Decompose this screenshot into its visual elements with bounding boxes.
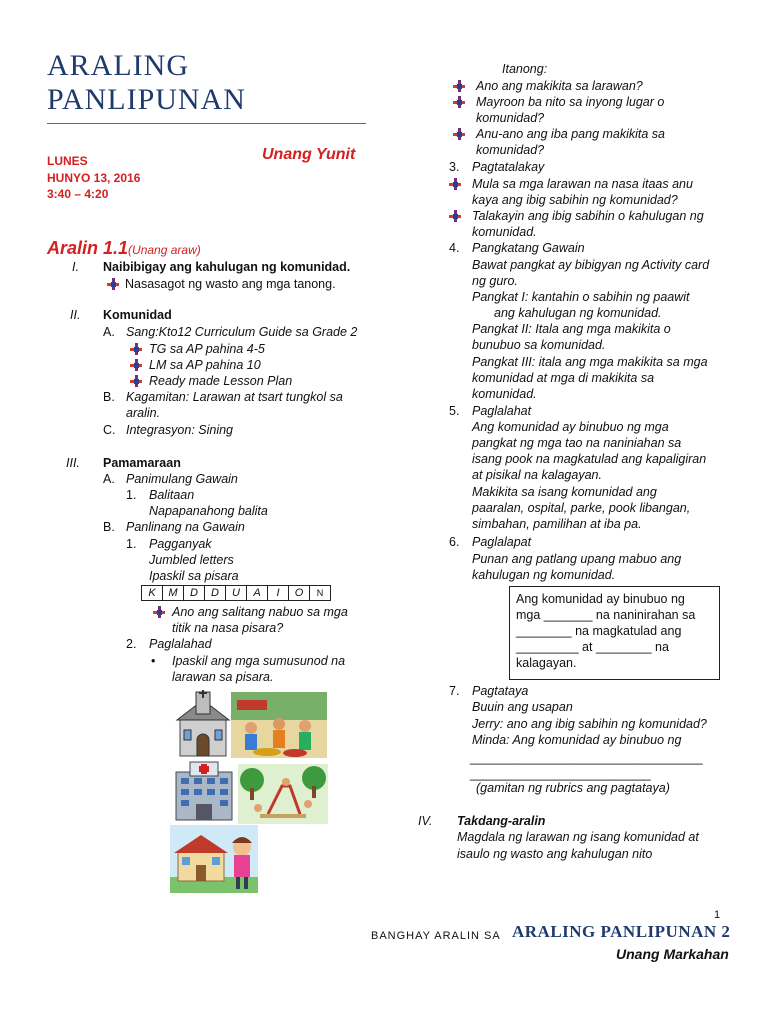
step-4-line: Pangkat II: Itala ang mga makikita o xyxy=(472,322,671,336)
step-3-number: 3. xyxy=(449,160,460,174)
arrow-bullet-icon xyxy=(130,359,142,371)
arrow-bullet-icon xyxy=(153,606,165,618)
step-6-number: 6. xyxy=(449,535,460,549)
day-label: LUNES xyxy=(47,154,88,168)
lesson-title: Aralin 1.1 xyxy=(47,238,129,258)
arrow-bullet-icon xyxy=(130,343,142,355)
playground-image xyxy=(238,764,328,824)
step-7-title: Pagtataya xyxy=(472,684,529,698)
section-iv-number: IV. xyxy=(418,814,433,828)
step-4-number: 4. xyxy=(449,241,460,255)
fill-in-line: kalagayan. xyxy=(516,656,577,670)
fill-in-line: Ang komunidad ay binubuo ng xyxy=(516,592,685,606)
step-5-number: 5. xyxy=(449,404,460,418)
section-iii-b1-text: Pagganyak xyxy=(149,537,212,551)
step-5-line: isang pook na magkatulad ang kapaligiran xyxy=(472,452,707,466)
arrow-bullet-icon xyxy=(449,178,461,190)
step-6-line: Punan ang patlang upang mabuo ang xyxy=(472,552,682,566)
step-4-title: Pangkatang Gawain xyxy=(472,241,585,255)
step-3-title: Pagtatalakay xyxy=(472,160,545,174)
church-image xyxy=(174,690,232,758)
jumbled-letter: N xyxy=(310,586,331,601)
section-iv-title: Takdang-aralin xyxy=(457,814,546,828)
arrow-bullet-icon xyxy=(453,80,465,92)
section-ii-number: II. xyxy=(70,308,81,322)
section-ii-a-text: Sang:Kto12 Curriculum Guide sa Grade 2 xyxy=(126,325,358,339)
jumbled-letter: D xyxy=(205,586,226,601)
jumbled-letter: K xyxy=(142,586,163,601)
section-ii-title: Komunidad xyxy=(103,308,172,322)
section-iii-b1-line: Jumbled letters xyxy=(149,553,234,567)
step-7-blank: _________________________________ xyxy=(470,751,703,765)
section-ii-b-number: B. xyxy=(103,390,115,404)
jumbled-letter: M xyxy=(163,586,184,601)
question-line: titik na nasa pisara? xyxy=(172,621,284,635)
step-4-line: bunubuo sa komunidad. xyxy=(472,338,606,352)
jumbled-letters-table xyxy=(141,585,331,601)
section-ii-b-text: Kagamitan: Larawan at tsart tungkol sa xyxy=(126,390,343,404)
step-4-line: Bawat pangkat ay bibigyan ng Activity card xyxy=(472,258,710,272)
title-rule xyxy=(47,123,366,124)
step-3-line: kaya ang ibig sabihin ng komunidad? xyxy=(472,193,678,207)
step-3-line: Mula sa mga larawan na nasa itaas anu xyxy=(472,177,693,191)
section-iii-b-number: B. xyxy=(103,520,115,534)
step-7-note: (gamitan ng rubrics ang pagtataya) xyxy=(476,781,670,795)
section-ii-a-item: LM sa AP pahina 10 xyxy=(149,358,261,372)
section-iii-b1-number: 1. xyxy=(126,537,137,551)
arrow-bullet-icon xyxy=(453,96,465,108)
footer-quarter: Unang Markahan xyxy=(616,946,729,962)
question-line: Ano ang salitang nabuo sa mga xyxy=(172,605,348,619)
step-6-title: Paglalapat xyxy=(472,535,532,549)
section-iii-b2-line: larawan sa pisara. xyxy=(172,670,274,684)
question-item: Ano ang makikita sa larawan? xyxy=(476,79,643,93)
market-scene-image xyxy=(231,692,327,758)
step-7-line: Buuin ang usapan xyxy=(472,700,573,714)
lesson-subtitle: (Unang araw) xyxy=(128,243,201,257)
section-ii-a-item: Ready made Lesson Plan xyxy=(149,374,293,388)
section-iii-b2-line: Ipaskil ang mga sumusunod na xyxy=(172,654,346,668)
arrow-bullet-icon xyxy=(449,210,461,222)
section-iii-number: III. xyxy=(66,456,80,470)
page-number: 1 xyxy=(714,909,721,921)
step-5-line: simbahan, pamilihan at iba pa. xyxy=(472,517,642,531)
step-7-number: 7. xyxy=(449,684,460,698)
section-i-title: Naibibigay ang kahulugan ng komunidad. xyxy=(103,260,351,274)
question-item: komunidad? xyxy=(476,143,545,157)
question-item: Anu-ano ang iba pang makikita sa xyxy=(476,127,666,141)
step-4-line: ng guro. xyxy=(472,274,518,288)
step-3-line: Talakayin ang ibig sabihin o kahulugan ng xyxy=(472,209,704,223)
step-5-line: paaralan, ospital, parke, pook libangan, xyxy=(472,501,691,515)
title-line-2: PANLIPUNAN xyxy=(47,83,246,116)
hospital-image xyxy=(172,760,236,822)
section-iii-a1-text: Balitaan xyxy=(149,488,195,502)
step-7-blank: __________________________ xyxy=(470,767,651,781)
jumbled-letter: I xyxy=(268,586,289,601)
step-4-line: komunidad at mga di makikita sa xyxy=(472,371,655,385)
section-i-number: I. xyxy=(72,260,79,274)
jumbled-letter: U xyxy=(226,586,247,601)
lesson-heading xyxy=(47,237,201,261)
section-iii-title: Pamamaraan xyxy=(103,456,181,470)
section-iv-line: isaulo ng wasto ang kahulugan nito xyxy=(457,847,653,861)
arrow-bullet-icon xyxy=(107,278,119,290)
school-image xyxy=(170,825,258,893)
date-label: HUNYO 13, 2016 xyxy=(47,171,141,185)
step-5-title: Paglalahat xyxy=(472,404,532,418)
section-ii-c-number: C. xyxy=(103,423,116,437)
jumbled-letter: O xyxy=(289,586,310,601)
round-bullet: • xyxy=(151,654,156,668)
step-5-line: Ang komunidad ay binubuo ng mga xyxy=(472,420,669,434)
step-4-line: komunidad. xyxy=(472,387,537,401)
footer-subject: ARALING PANLIPUNAN 2 xyxy=(512,922,731,941)
section-ii-b-text: aralin. xyxy=(126,406,161,420)
section-iii-a-text: Panimulang Gawain xyxy=(126,472,238,486)
section-iv-line: Magdala ng larawan ng isang komunidad at xyxy=(457,830,699,844)
footer-prefix: BANGHAY ARALIN SA xyxy=(371,930,501,942)
section-iii-b2-text: Paglalahad xyxy=(149,637,212,651)
jumbled-letter: A xyxy=(247,586,268,601)
section-i-item: Nasasagot ng wasto ang mga tanong. xyxy=(125,277,336,291)
itanong-label: Itanong: xyxy=(502,62,548,76)
step-4-line: Pangkat III: itala ang mga makikita sa mga xyxy=(472,355,708,369)
step-4-line: Pangkat I: kantahin o sabihin ng paawit xyxy=(472,290,690,304)
fill-in-line: ________ na magkatulad ang xyxy=(516,624,682,638)
question-item: Mayroon ba nito sa inyong lugar o xyxy=(476,95,665,109)
step-6-line: kahulugan ng komunidad. xyxy=(472,568,616,582)
step-5-line: at pisikal na kalagayan. xyxy=(472,468,602,482)
step-7-line: Jerry: ano ang ibig sabihin ng komunidad? xyxy=(472,717,707,731)
fill-in-line: mga _______ na naninirahan sa xyxy=(516,608,696,622)
section-iii-b1-line: Ipaskil sa pisara xyxy=(149,569,239,583)
step-7-line: Minda: Ang komunidad ay binubuo ng xyxy=(472,733,682,747)
arrow-bullet-icon xyxy=(453,128,465,140)
section-ii-c-text: Integrasyon: Sining xyxy=(126,423,234,437)
step-4-line: ang kahulugan ng komunidad. xyxy=(494,306,662,320)
jumbled-letter: D xyxy=(184,586,205,601)
section-iii-a1-number: 1. xyxy=(126,488,137,502)
section-iii-b2-number: 2. xyxy=(126,637,137,651)
section-iii-a-number: A. xyxy=(103,472,115,486)
question-item: komunidad? xyxy=(476,111,545,125)
unit-label: Unang Yunit xyxy=(262,146,356,163)
time-label: 3:40 – 4:20 xyxy=(47,187,109,201)
section-ii-a-number: A. xyxy=(103,325,115,339)
section-iii-b-text: Panlinang na Gawain xyxy=(126,520,245,534)
step-3-line: komunidad. xyxy=(472,225,537,239)
step-5-line: pangkat ng mga tao na naniniahan sa xyxy=(472,436,682,450)
section-iii-a1-sub: Napapanahong balita xyxy=(149,504,268,518)
fill-in-line: _________ at ________ na xyxy=(516,640,669,654)
step-5-line: Makikita sa isang komunidad ang xyxy=(472,485,657,499)
arrow-bullet-icon xyxy=(130,375,142,387)
title-line-1: ARALING xyxy=(47,49,189,82)
section-ii-a-item: TG sa AP pahina 4-5 xyxy=(149,342,265,356)
